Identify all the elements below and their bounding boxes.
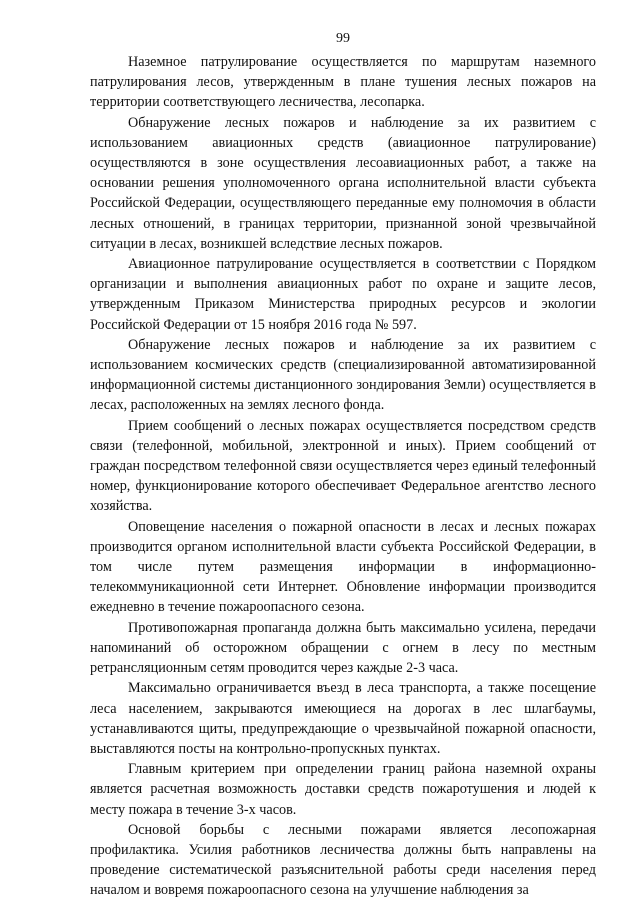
paragraph-aviation-detection: Обнаружение лесных пожаров и наблюдение за их развитием с использованием авиационных средств (авиационное патрулирование) осуществляются в зоне осуществления лесоавиационных работ, а также на основании решения уполномоченного органа исполнительной власти субъекта Российской Федерации, осуществляющего переданные ему полномочия в области лесных отношений, в границах территории, признанной зоной чрезвычайной ситуации в лесах, возникшей вследствие лесных пожаров.: [90, 114, 596, 252]
paragraph-main-criterion: Главным критерием при определении границ района наземной охраны является расчетная возможность доставки средств пожаротушения и людей к месту пожара в течение 3-х часов.: [90, 761, 596, 818]
page-number: 99: [336, 31, 350, 46]
document-page: [90, 30, 596, 901]
paragraph-ground-patrol: Наземное патрулирование осуществляется по маршрутам наземного патрулирования лесов, утвержденным в плане тушения лесных пожаров на территории соответствующего лесничества, лесопарка.: [90, 54, 596, 111]
paragraph-public-warning: Оповещение населения о пожарной опасности в лесах и лесных пожарах производится органом исполнительной власти субъекта Российской Федерации, в том числе путем размещения информации в информационно-телекоммуникационной сети Интернет. Обновление информации производится ежедневно в течение пожароопасного сезона.: [90, 518, 596, 616]
paragraph-space-detection: Обнаружение лесных пожаров и наблюдение за их развитием с использованием космических средств (специализированной автоматизированной информационной системы дистанционного зондирования Земли) осуществляется в лесах, расположенных на землях лесного фонда.: [90, 336, 596, 414]
paragraph-aviation-patrol: Авиационное патрулирование осуществляется в соответствии с Порядком организации и выполнения авиационных работ по охране и защите лесов, утвержденным Приказом Министерства природных ресурсов и экологии Российской Федерации от 15 ноября 2016 года № 597.: [90, 256, 596, 333]
paragraph-access-restriction: Максимально ограничивается въезд в леса транспорта, а также посещение леса населением, закрываются имеющиеся на дорогах в лес шлагбаумы, устанавливаются щиты, предупреждающие о чрезвычайной пожарной опасности, выставляются посты на контрольно-пропускных пунктах.: [90, 680, 596, 757]
paragraph-fire-prevention: Основой борьбы с лесными пожарами является лесопожарная профилактика. Усилия работников лесничества должны быть направлены на проведение систематической разъяснительной работы среди населения перед началом и вовремя пожароопасного сезона на улучшение наблюдения за: [90, 821, 596, 899]
paragraph-fire-reports: Прием сообщений о лесных пожарах осуществляется посредством средств связи (телефонной, мобильной, электронной и иных). Прием сообщений от граждан посредством телефонной связи осуществляется через единый телефонный номер, функционирование которого обеспечивает Федеральное агентство лесного хозяйства.: [90, 417, 596, 515]
paragraph-fire-propaganda: Противопожарная пропаганда должна быть максимально усилена, передачи напоминаний об осторожном обращении с огнем в лесу по местным ретрансляционным сетям проводится через каждые 2-3 часа.: [90, 619, 596, 677]
